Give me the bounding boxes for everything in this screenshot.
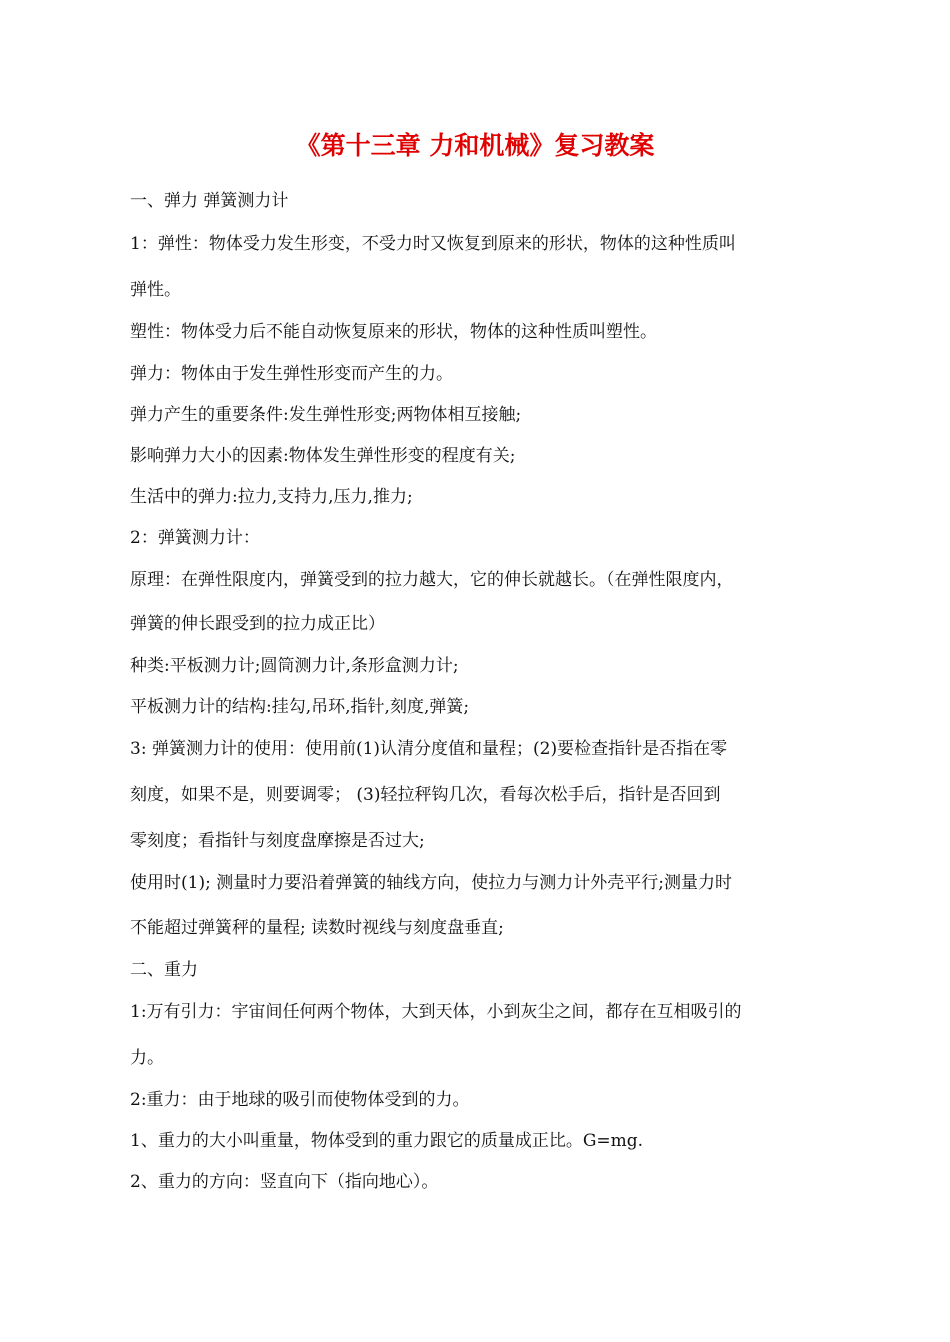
text-line: 力。 — [130, 1048, 164, 1068]
text-line: 生活中的弹力:拉力,支持力,压力,推力; — [130, 487, 413, 507]
section-heading-elasticity: 一、弹力 弹簧测力计 — [130, 191, 289, 211]
text-line: 塑性：物体受力后不能自动恢复原来的形状，物体的这种性质叫塑性。 — [130, 322, 657, 342]
text-line: 种类:平板测力计;圆筒测力计,条形盒测力计; — [130, 656, 459, 676]
text-line: 弹簧的伸长跟受到的拉力成正比） — [130, 614, 385, 634]
text-line: 零刻度；看指针与刻度盘摩擦是否过大; — [130, 831, 425, 851]
text-line: 1:万有引力：宇宙间任何两个物体，大到天体，小到灰尘之间，都存在互相吸引的 — [130, 1002, 742, 1022]
text-line: 弹力产生的重要条件:发生弹性形变;两物体相互接触; — [130, 405, 522, 425]
text-line: 2：弹簧测力计： — [130, 528, 260, 548]
text-line: 使用时(1); 测量时力要沿着弹簧的轴线方向，使拉力与测力计外壳平行;测量力时 — [130, 873, 732, 893]
text-line: 2、重力的方向：竖直向下（指向地心）。 — [130, 1172, 439, 1192]
text-line: 原理：在弹性限度内，弹簧受到的拉力越大，它的伸长就越长。（在弹性限度内， — [130, 570, 734, 590]
document-title: 《第十三章 力和机械》复习教案 — [295, 131, 655, 160]
text-line: 不能超过弹簧秤的量程; 读数时视线与刻度盘垂直; — [130, 918, 504, 938]
text-line: 3: 弹簧测力计的使用：使用前(1)认清分度值和量程；(2)要检查指针是否指在零 — [130, 739, 728, 759]
section-heading-gravity: 二、重力 — [130, 960, 198, 980]
text-line: 1、重力的大小叫重量，物体受到的重力跟它的质量成正比。G=mg. — [130, 1131, 644, 1151]
text-line: 弹力：物体由于发生弹性形变而产生的力。 — [130, 364, 453, 384]
text-line: 弹性。 — [130, 280, 181, 300]
text-line: 平板测力计的结构:挂勾,吊环,指针,刻度,弹簧; — [130, 697, 470, 717]
text-line: 刻度，如果不是，则要调零； (3)轻拉秤钩几次，看每次松手后，指针是否回到 — [130, 785, 721, 805]
text-line: 影响弹力大小的因素:物体发生弹性形变的程度有关; — [130, 446, 516, 466]
text-line: 2:重力：由于地球的吸引而使物体受到的力。 — [130, 1090, 470, 1110]
text-line: 1：弹性：物体受力发生形变，不受力时又恢复到原来的形状，物体的这种性质叫 — [130, 234, 736, 254]
